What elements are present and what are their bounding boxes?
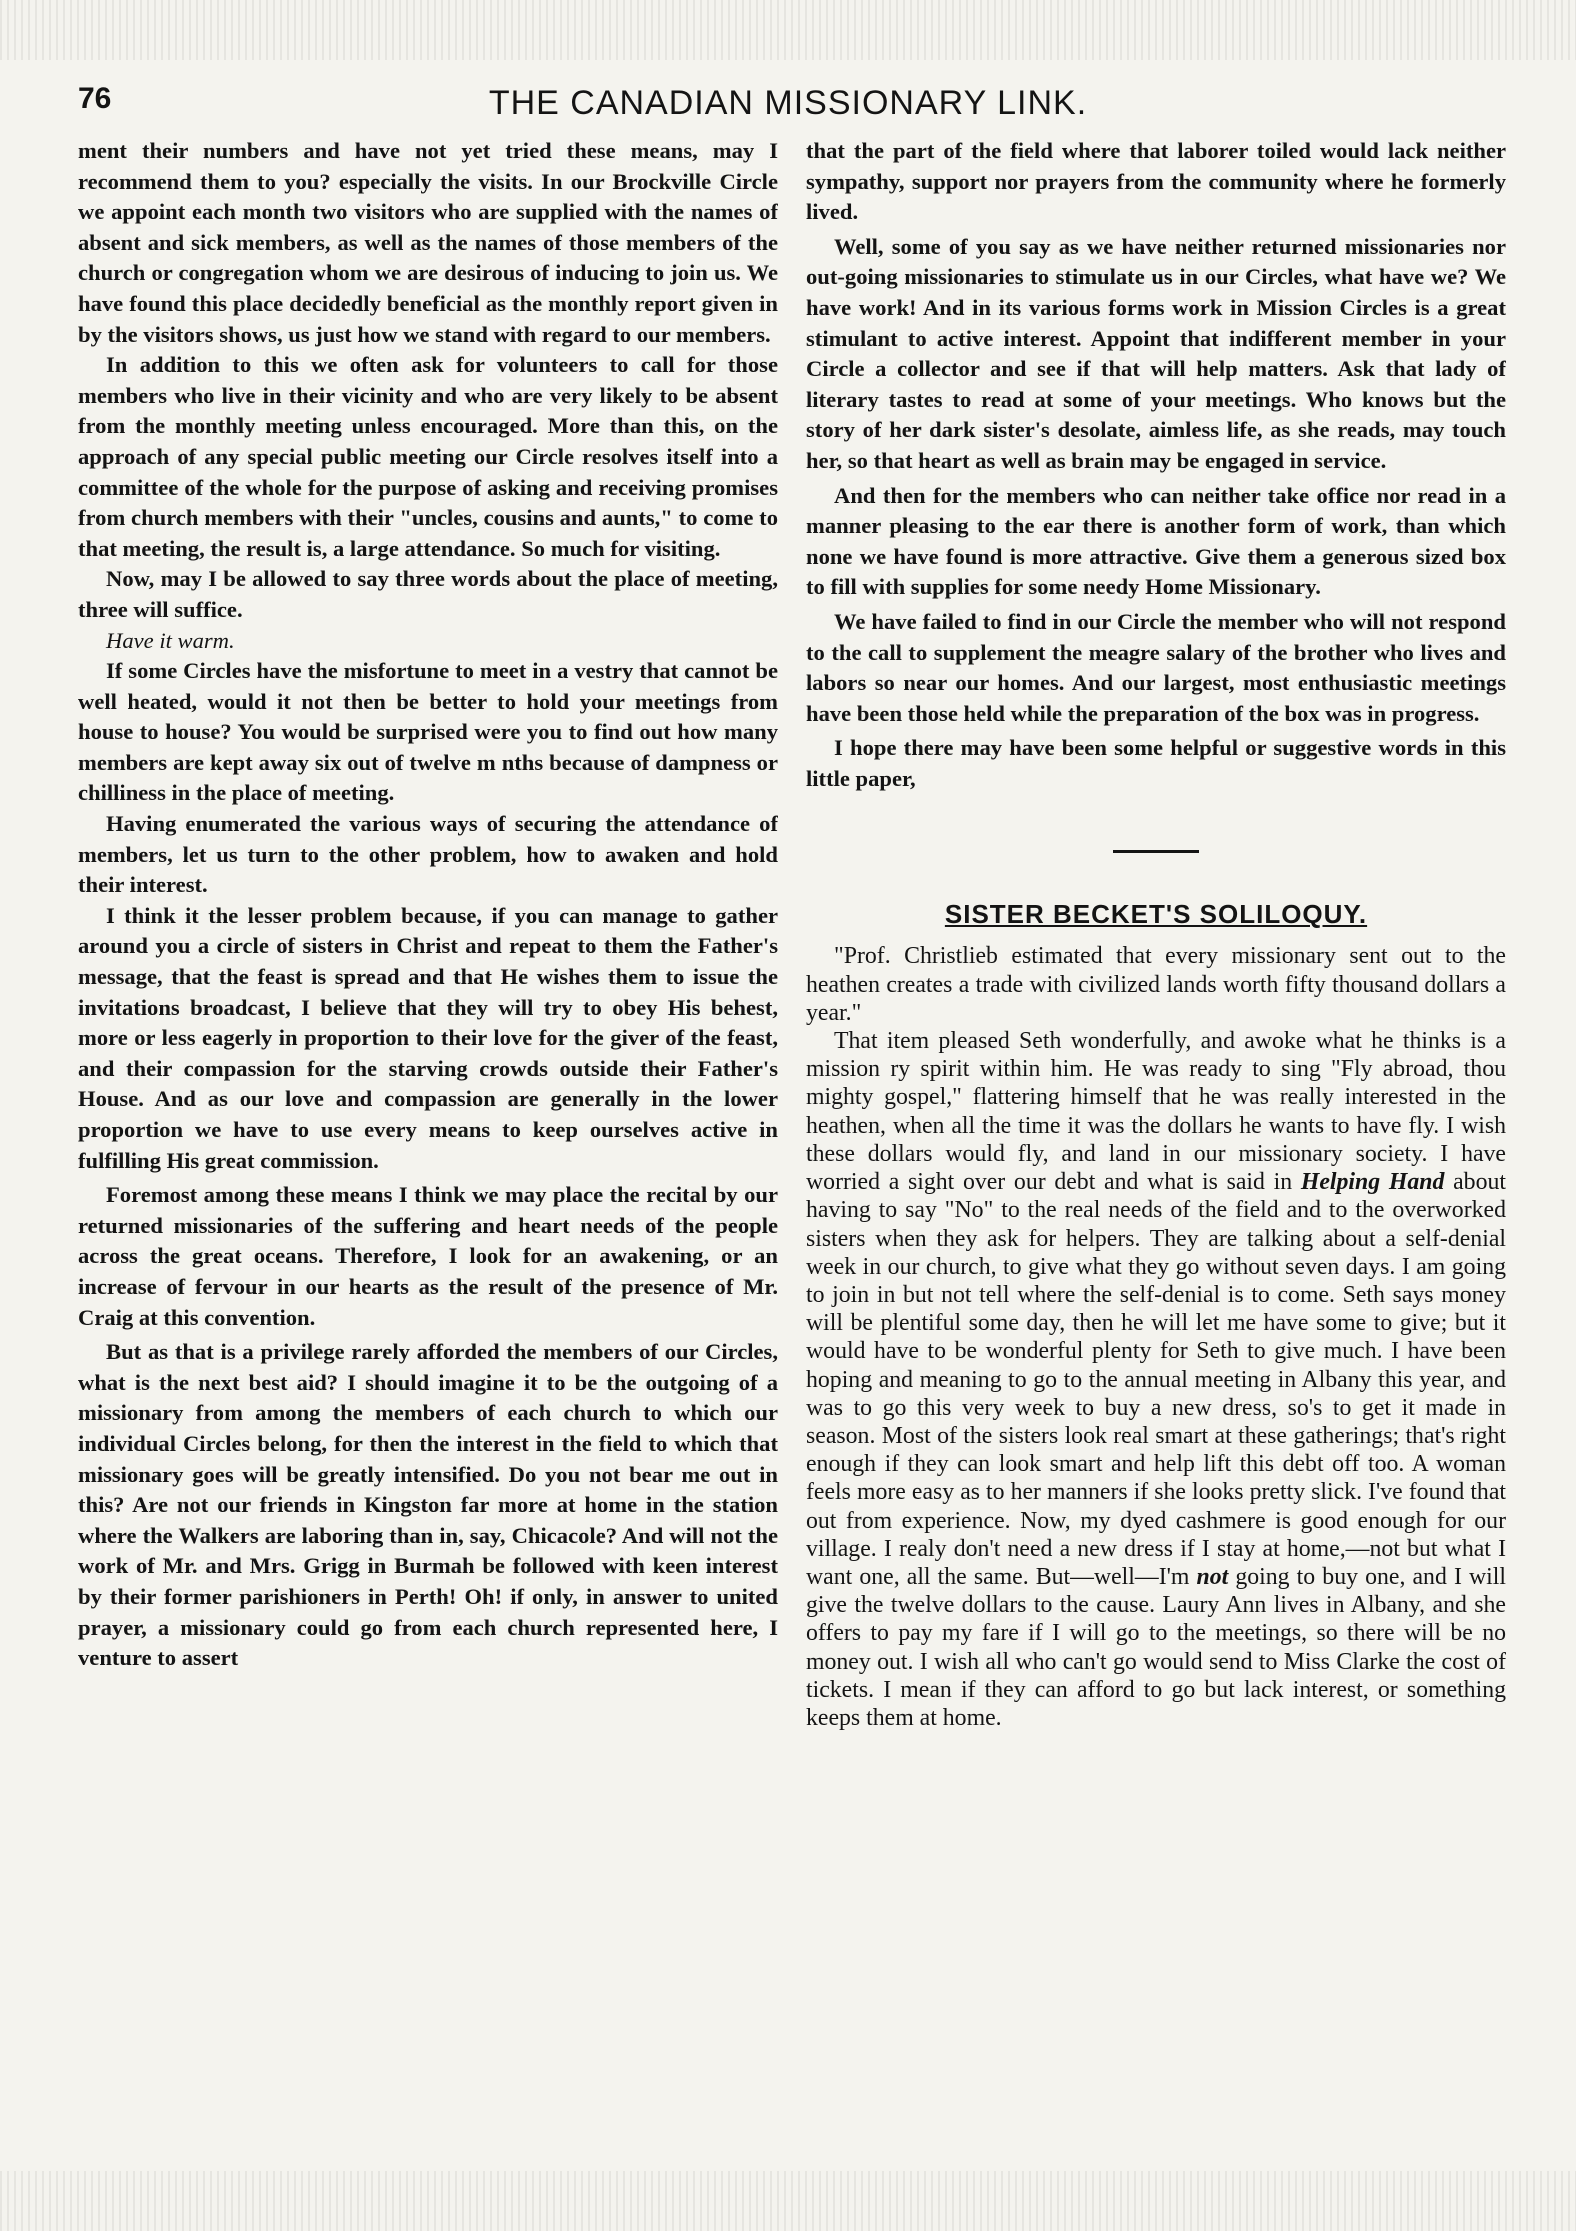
page-header [78,80,1498,132]
paragraph: Well, some of you say as we have neither returned missionaries nor out-going missionaries to stimulate us in our Circles, what have we? We have work! And in its various forms work in Mission Circles is a great stimulant to active interest. Appoint that indifferent member in your Circle a collector and see if that will help matters. Ask that lady of literary tastes to read at some of your meetings. Who knows but the story of her dark sister's desolate, aimless life, as she reads, may touch her, so that heart as well as brain may be engaged in service. [806,233,1506,473]
paragraph: In addition to this we often ask for volunteers to call for those members who live in their vicinity and who are very likely to be absent from the monthly meeting unless encouraged. More than this, on the approach of any special public meeting our Circle resolves itself into a committee of the whole for the purpose of asking and receiving promises from church members with their "uncles, cousins and aunts," to come to that meeting, the result is, a large attendance. So much for visiting. [78,352,778,561]
right-column [806,136,1506,2176]
paragraph [806,1027,1506,1732]
text-run: That item pleased Seth wonderfully, and awoke what he thinks is a mission ry spirit within him. He was ready to sing "Fly abroad, thou mighty gospel," flattering himself that he was really interested in the heathen, when all the time it was the dollars he wants to have fly. I wish these dollars would fly, and land in our missionary society. I have worried a sight over our debt and what is said in [806,1028,1506,1196]
italic-title: Helping Hand [1300,1169,1445,1196]
story-title [806,899,1506,930]
paragraph: And then for the members who can neither take office nor read in a manner pleasing to the ear there is another form of work, than which none we have found is more attractive. Give them a generous sized box to fill with supplies for some needy Home Missionary. [806,482,1506,600]
paragraph: "Prof. Christlieb estimated that every missionary sent out to the heathen creates a trade with civilized lands worth fifty thousand dollars a year." [806,943,1506,1026]
story-body [806,942,1506,1732]
paragraph: I think it the lesser problem because, if you can manage to gather around you a circle of sisters in Christ and repeat to them the Father's message, that the feast is spread and that He wishes them to issue the invitations broadcast, I believe that they will try to obey His behest, more or less eagerly in proportion to their love for the giver of the feast, and their compassion for the starving crowds outside their Father's House. And as our love and compassion are generally in the lower proportion we have to use every means to keep ourselves active in fulfilling His great commission. [78,902,778,1173]
text-run: going to buy one, and I will give the twelve dollars to the cause. Laury Ann lives in Albany, and she offers to pay my fare if I will go to the meetings, so there will be no money out. I wish all who can't go would send to Miss Clarke the cost of tickets. I mean if they can afford to go but lack interest, or something keeps them at home. [806,1563,1506,1731]
paragraph: Having enumerated the various ways of securing the attendance of members, let us turn to the other problem, how to awaken and hold their interest. [78,811,778,898]
text-run: about having to say "No" to the real needs of the field and to the overworked sisters when they ask for helpers. They are talking about a self-denial week in our church, to give what they go without seven days. I am going to join in but not tell where the self-denial is to come. Seth says money will be plentiful some day, then he will let me have some to give; but it would have to be wonderful plenty for Seth to give much. I have been hoping and meaning to go to the annual meeting in Albany this year, and was to go this very week to buy a new dress, so's to get it made in season. Most of the sisters look real smart at these gatherings; that's right enough if they can look smart and help lift this debt off too. A woman feels more easy as to her manners if she looks pretty slick. I've found that out from experience. Now, my dyed cashmere is good enough for our village. I realy don't need a new dress if I stay at home,—not but what I want one, all the same. But—well—I'm [806,1169,1506,1590]
paragraph: Have it warm. [106,627,235,653]
paragraph: I hope there may have been some helpful or suggestive words in this little paper, [806,735,1506,791]
section-divider [1113,850,1199,853]
paragraph: that the part of the field where that laborer toiled would lack neither sympathy, support nor prayers from the community where he formerly lived. [806,138,1506,225]
running-title: THE CANADIAN MISSIONARY LINK. [488,84,1088,122]
story-title-text: SISTER BECKET'S SOLILOQUY. [944,899,1368,930]
left-column [78,136,778,2176]
page-number: 76 [78,82,112,115]
italic-emphasis: not [1196,1563,1229,1590]
paragraph: Foremost among these means I think we may place the recital by our returned missionaries of the suffering and heart needs of the people across the great oceans. Therefore, I look for an awakening, or an increase of fervour in our hearts as the result of the presence of Mr. Craig at this convention. [78,1182,778,1330]
paragraph: But as that is a privilege rarely afforded the members of our Circles, what is the next best aid? I should imagine it to be the outgoing of a missionary from among the members of each church to which our individual Circles belong, for then the interest in the field to which that missionary goes will be greatly intensified. Do you not bear me out in this? Are not our friends in Kingston far more at home in the station where the Walkers are laboring than in, say, Chicacole? And will not the work of Mr. and Mrs. Grigg in Burmah be followed with keen interest by their former parishioners in Perth! Oh! if only, in answer to united prayer, a missionary could go from each church represented here, I venture to assert [78,1339,778,1671]
paragraph: Now, may I be allowed to say three words about the place of meeting, three will suffice. [78,566,778,622]
scan-noise-top [0,0,1576,60]
paragraph: If some Circles have the misfortune to meet in a vestry that cannot be well heated, would it not then be better to hold your meetings from house to house? You would be surprised were you to find out how many members are kept away six out of twelve m nths because of dampness or chilliness in the place of meeting. [78,658,778,806]
paragraph: We have failed to find in our Circle the member who will not respond to the call to supplement the meagre salary of the brother who lives and labors so near our homes. And our largest, most enthusiastic meetings have been those held while the preparation of the box was in progress. [806,608,1506,726]
scan-noise-bottom [0,2171,1576,2231]
paragraph: ment their numbers and have not yet tried these means, may I recommend them to you? especially the visits. In our Brockville Circle we appoint each month two visitors who are supplied with the names of absent and sick members, as well as the names of those members of the church or congregation whom we are desirous of inducing to join us. We have found this place decidedly beneficial as the monthly report given in by the visitors shows, us just how we stand with regard to our members. [78,138,778,347]
